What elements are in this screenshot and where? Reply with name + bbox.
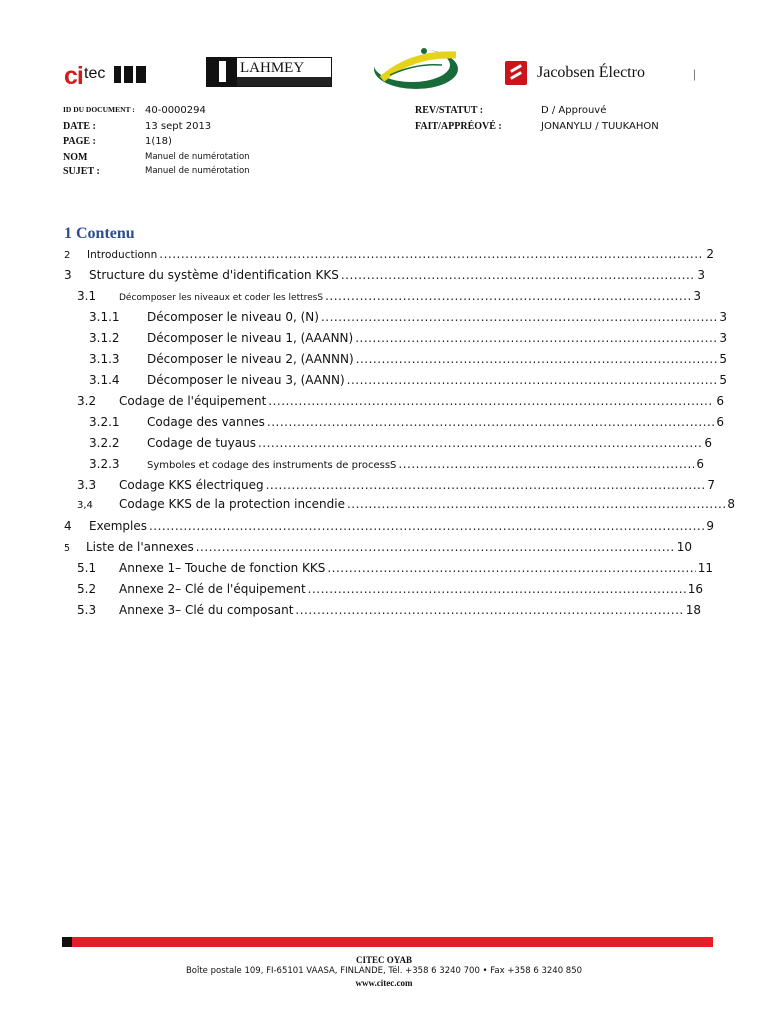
toc-entry[interactable] <box>77 478 715 496</box>
toc-leader-dots <box>398 457 694 471</box>
toc-entry-title: Codage de tuyaus <box>147 436 256 450</box>
toc-entry-page: 6 <box>696 457 704 471</box>
toc-entry[interactable] <box>64 247 714 265</box>
toc-entry-page: 8 <box>727 497 735 511</box>
toc-entry-page: 2 <box>706 247 714 261</box>
toc-entry[interactable] <box>89 415 724 433</box>
toc-entry[interactable] <box>77 582 703 600</box>
toc-leader-dots <box>325 289 691 303</box>
toc-entry-page: 7 <box>707 478 715 492</box>
doc-id-value: 40-0000294 <box>145 105 206 116</box>
lahmey-logo-i <box>219 61 226 82</box>
toc-entry-page: 3 <box>719 331 727 345</box>
toc-leader-dots <box>347 373 718 387</box>
rev-label: REV/STATUT : <box>415 105 484 116</box>
rev-value: D / Approuvé <box>541 105 607 116</box>
toc-leader-dots <box>321 310 717 324</box>
toc-entry-title: Introductionn <box>87 249 158 261</box>
toc-entry-number: 3.1 <box>77 289 97 303</box>
toc-entry[interactable] <box>64 268 705 286</box>
toc-entry[interactable] <box>77 497 735 515</box>
nom-value: Manuel de numérotation <box>145 152 250 162</box>
toc-entry-page: 9 <box>706 519 714 533</box>
toc-entry-title: Liste de l'annexes <box>86 540 194 554</box>
toc-entry[interactable] <box>89 457 704 475</box>
toc-entry-number: 4 <box>64 519 72 533</box>
footer-website[interactable]: www.citec.com <box>355 978 413 988</box>
toc-entry-page: 18 <box>685 603 701 617</box>
toc-entry-page: 6 <box>716 394 724 408</box>
toc-entry-title: Structure du système d'identification KKS <box>89 268 339 282</box>
toc-entry-title: Décomposer le niveau 0, (N) <box>147 310 319 324</box>
toc-leader-dots <box>149 519 704 533</box>
toc-entry[interactable] <box>89 373 727 391</box>
toc-entry-page: 11 <box>697 561 713 575</box>
date-label: DATE : <box>63 121 96 132</box>
citec-logo-ci: ci <box>64 62 83 90</box>
page-value: 1(18) <box>145 136 172 147</box>
toc-entry-page: 6 <box>704 436 712 450</box>
toc-entry-page: 5 <box>719 352 727 366</box>
toc-entry-title: Décomposer le niveau 2, (AANNN) <box>147 352 354 366</box>
toc-entry[interactable] <box>89 331 727 349</box>
toc-entry-number: 3.2.2 <box>89 436 120 450</box>
toc-leader-dots <box>258 436 702 450</box>
footer-company: CITEC OYAB <box>356 955 412 965</box>
jacobsen-logo-separator: | <box>693 66 696 81</box>
toc-entry-page: 10 <box>676 540 692 554</box>
toc-entry[interactable] <box>77 603 701 621</box>
sujet-value: Manuel de numérotation <box>145 166 250 176</box>
toc-leader-dots <box>267 415 714 429</box>
toc-leader-dots <box>341 268 696 282</box>
toc-entry[interactable] <box>77 561 713 579</box>
toc-entry-title: Annexe 3– Clé du composant <box>119 603 294 617</box>
footer-address: Boîte postale 109, FI-65101 VAASA, FINLANDE, Tél. +358 6 3240 700 • Fax +358 6 3240 850 <box>185 966 583 976</box>
toc-entry-title: Décomposer le niveau 3, (AANN) <box>147 373 345 387</box>
toc-entry-title: Codage des vannes <box>147 415 265 429</box>
toc-entry-title: Exemples <box>89 519 147 533</box>
toc-entry-title: Annexe 1– Touche de fonction KKS <box>119 561 326 575</box>
date-value: 13 sept 2013 <box>145 121 212 132</box>
toc-entry-page: 3 <box>693 289 701 303</box>
jacobsen-logo <box>505 60 705 88</box>
toc-heading: 1 Contenu <box>64 225 135 242</box>
page-label: PAGE : <box>63 136 96 147</box>
toc-leader-dots <box>266 478 706 492</box>
toc-entry-number: 5 <box>64 543 71 554</box>
toc-leader-dots <box>295 603 683 617</box>
toc-leader-dots <box>356 352 718 366</box>
toc-entry-number: 3 <box>64 268 72 282</box>
lahmey-logo-text: LAHMEY <box>240 60 305 76</box>
nom-label: NOM <box>63 152 88 163</box>
fait-label: FAIT/APPRÉOVÉ : <box>415 121 502 132</box>
toc-entry-number: 3,4 <box>77 500 93 511</box>
lahmey-logo <box>206 57 332 87</box>
lahmey-logo-band <box>237 77 331 86</box>
toc-entry-title: Décomposer le niveau 1, (AAANN) <box>147 331 354 345</box>
toc-entry-title: Codage KKS de la protection incendie <box>119 497 345 511</box>
toc-entry-number: 3.2.1 <box>89 415 120 429</box>
toc-leader-dots <box>355 331 717 345</box>
sujet-label: SUJET : <box>63 166 100 177</box>
toc-entry-number: 5.3 <box>77 603 97 617</box>
toc-entry[interactable] <box>64 540 692 558</box>
toc-leader-dots <box>268 394 714 408</box>
toc-entry-title: Codage de l'équipement <box>119 394 267 408</box>
toc-entry-title: Codage KKS électriqueg <box>119 478 264 492</box>
toc-entry[interactable] <box>89 310 727 328</box>
fait-value: JONANYLU / TUUKAHON <box>541 121 659 132</box>
toc-entry-title: Décomposer les niveaux et coder les lettresS <box>119 293 324 303</box>
citec-logo-bar <box>124 66 133 83</box>
toc-entry-page: 3 <box>697 268 705 282</box>
toc-entry-number: 5.1 <box>77 561 97 575</box>
toc-entry-number: 3.1.3 <box>89 352 120 366</box>
toc-entry-page: 5 <box>719 373 727 387</box>
toc-entry-number: 3.1.4 <box>89 373 120 387</box>
toc-leader-dots <box>308 582 686 596</box>
toc-entry-title: Symboles et codage des instruments de processS <box>147 460 397 471</box>
toc-leader-dots <box>347 497 725 511</box>
footer-divider-block <box>62 937 72 947</box>
toc-leader-dots <box>196 540 675 554</box>
toc-leader-dots <box>327 561 695 575</box>
citec-logo-tec: tec <box>84 65 106 82</box>
toc-entry[interactable] <box>89 352 727 370</box>
jacobsen-logo-text: Jacobsen Électro <box>537 64 645 81</box>
toc-entry-number: 3.1.2 <box>89 331 120 345</box>
citec-logo-bar <box>136 66 146 83</box>
company-emblem-logo <box>372 43 462 91</box>
doc-id-label: ID DU DOCUMENT : <box>63 105 135 114</box>
toc-entry-number: 2 <box>64 250 71 261</box>
toc-entry-number: 5.2 <box>77 582 97 596</box>
toc-entry-number: 3.3 <box>77 478 97 492</box>
toc-entry-number: 3.1.1 <box>89 310 120 324</box>
toc-entry[interactable] <box>77 289 701 307</box>
jacobsen-logo-mark <box>505 61 527 85</box>
toc-entry-page: 6 <box>716 415 724 429</box>
citec-logo-bar <box>114 66 121 83</box>
footer-divider <box>62 937 713 947</box>
toc-entry-page: 16 <box>687 582 703 596</box>
toc-entry-number: 3.2.3 <box>89 457 120 471</box>
toc-entry[interactable] <box>64 519 714 537</box>
toc-entry-page: 3 <box>719 310 727 324</box>
toc-leader-dots <box>159 247 704 261</box>
citec-logo <box>64 62 150 90</box>
toc-entry-title: Annexe 2– Clé de l'équipement <box>119 582 306 596</box>
toc-entry[interactable] <box>89 436 712 454</box>
toc-entry[interactable] <box>77 394 724 412</box>
toc-entry-number: 3.2 <box>77 394 97 408</box>
emblem-dot <box>421 48 427 54</box>
